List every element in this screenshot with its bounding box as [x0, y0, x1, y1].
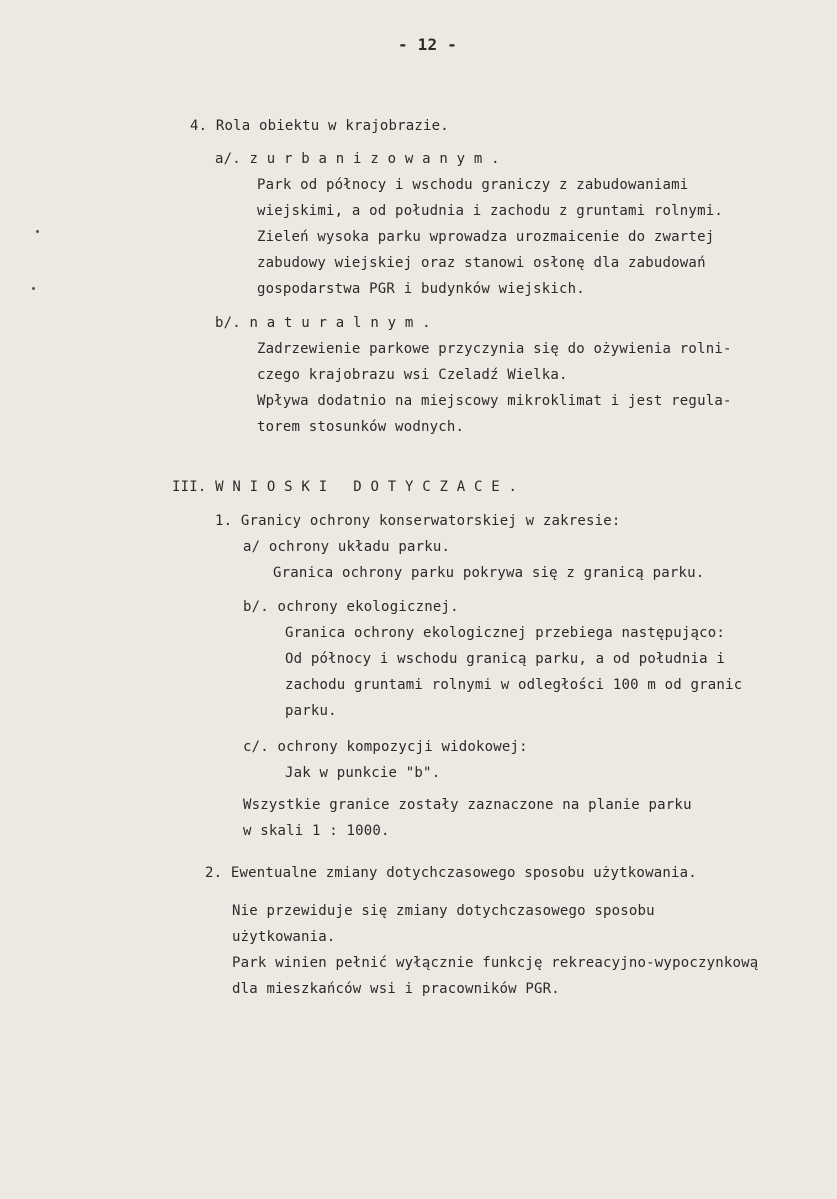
section-3-heading: III. W N I O S K I D O T Y C Z A C E . [172, 479, 518, 495]
section-4-heading: 4. Rola obiektu w krajobrazie. [190, 118, 449, 134]
subsection-b-line: torem stosunków wodnych. [257, 419, 465, 435]
item-2-title: 2. Ewentualne zmiany dotychczasowego sposobu użytkowania. [205, 865, 697, 881]
subsection-a-line: zabudowy wiejskiej oraz stanowi osłonę dla zabudowań [257, 255, 706, 271]
item-2-line: użytkowania. [232, 929, 336, 945]
item-1-c-label: c/. ochrony kompozycji widokowej: [243, 739, 528, 755]
subsection-b-line: Wpływa dodatnio na miejscowy mikroklimat i jest regula- [257, 393, 732, 409]
item-1-note-line: Wszystkie granice zostały zaznaczone na planie parku [243, 797, 692, 813]
subsection-a-line: wiejskimi, a od południa i zachodu z gruntami rolnymi. [257, 203, 723, 219]
item-1-b-line: zachodu gruntami rolnymi w odległości 100 m od granic [285, 677, 743, 693]
item-1-b-line: Od północy i wschodu granicą parku, a od południa i [285, 651, 726, 667]
item-1-title: 1. Granicy ochrony konserwatorskiej w zakresie: [215, 513, 621, 529]
item-1-note-line: w skali 1 : 1000. [243, 823, 390, 839]
subsection-a-line: Zieleń wysoka parku wprowadza urozmaicenie do zwartej [257, 229, 715, 245]
subsection-b-label: b/. n a t u r a l n y m . [215, 315, 431, 331]
item-1-c-text: Jak w punkcie "b". [285, 765, 441, 781]
item-1-b-label: b/. ochrony ekologicznej. [243, 599, 459, 615]
subsection-b-line: czego krajobrazu wsi Czeladź Wielka. [257, 367, 568, 383]
paper-speck [36, 230, 39, 233]
subsection-a-label: a/. z u r b a n i z o w a n y m . [215, 151, 500, 167]
subsection-a-line: Park od północy i wschodu graniczy z zabudowaniami [257, 177, 689, 193]
paper-speck [32, 287, 35, 290]
subsection-a-line: gospodarstwa PGR i budynków wiejskich. [257, 281, 585, 297]
item-2-line: Nie przewiduje się zmiany dotychczasowego sposobu [232, 903, 655, 919]
item-1-b-line: parku. [285, 703, 337, 719]
page-number: - 12 - [398, 35, 457, 54]
subsection-b-line: Zadrzewienie parkowe przyczynia się do ożywienia rolni- [257, 341, 732, 357]
item-1-b-line: Granica ochrony ekologicznej przebiega następująco: [285, 625, 726, 641]
item-2-line: Park winien pełnić wyłącznie funkcję rekreacyjno-wypoczynkową [232, 955, 759, 971]
item-1-a-label: a/ ochrony układu parku. [243, 539, 451, 555]
item-2-line: dla mieszkańców wsi i pracowników PGR. [232, 981, 560, 997]
item-1-a-text: Granica ochrony parku pokrywa się z granicą parku. [273, 565, 705, 581]
